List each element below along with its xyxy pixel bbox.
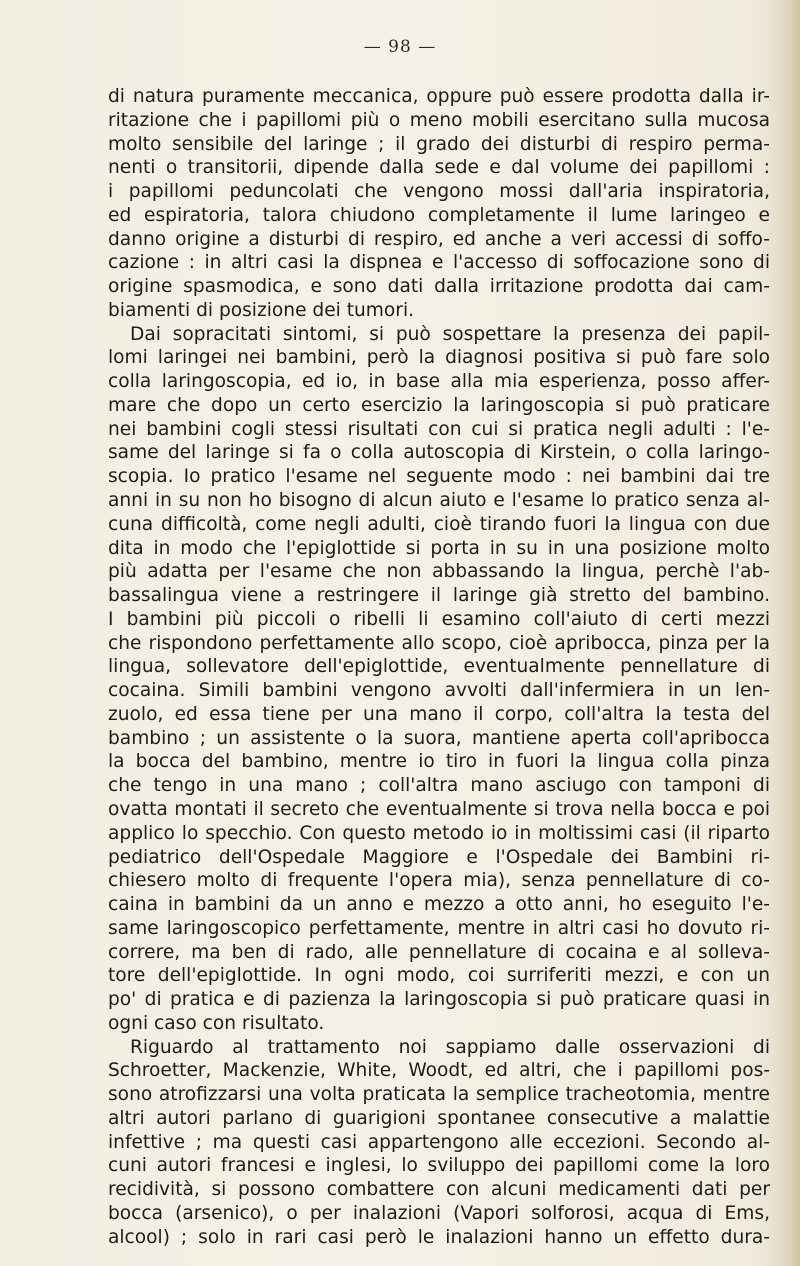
text-line: lingua, sollevatore dell'epiglottide, eventualmente pennellature di [108, 656, 770, 678]
text-line: che rispondono perfettamente allo scopo, cioè apribocca, pinza per la [108, 632, 770, 654]
text-line: ed espiratoria, talora chiudono completamente il lume laringeo e [108, 204, 770, 226]
text-line: la bocca del bambino, mentre io tiro in fuori la lingua colla pinza [108, 751, 770, 773]
text-line: pediatrico dell'Ospedale Maggiore e l'Ospedale dei Bambini ri- [108, 846, 770, 868]
text-line: lomi laringei nei bambini, però la diagnosi positiva si può fare solo [108, 347, 770, 369]
paragraph [108, 1036, 770, 1250]
text-line: ogni caso con risultato. [108, 1012, 325, 1034]
body-text [108, 85, 770, 1250]
text-line: bocca (arsenico), o per inalazioni (Vapori solforosi, acqua di Ems, [108, 1202, 770, 1224]
text-line: Dai sopracitati sintomi, si può sospettare la presenza dei papil- [130, 323, 770, 345]
text-line: origine spasmodica, e sono dati dalla irritazione prodotta dai cam- [108, 276, 770, 298]
text-line: ritazione che i papillomi più o meno mobili esercitano sulla mucosa [108, 109, 770, 131]
text-line: I bambini più piccoli o ribelli li esamino coll'aiuto di certi mezzi [108, 608, 770, 630]
text-line: cuna difficoltà, come negli adulti, cioè tirando fuori la lingua con due [108, 513, 770, 535]
page-number: — 98 — [363, 37, 437, 57]
text-line: alcool) ; solo in rari casi però le inalazioni hanno un effetto dura- [108, 1226, 770, 1248]
text-line: sono atrofizzarsi una volta praticata la semplice tracheotomia, mentre [108, 1084, 770, 1106]
text-line: bambino ; un assistente o la suora, mantiene aperta coll'apribocca [108, 727, 770, 749]
text-line: infettive ; ma questi casi appartengono alle eccezioni. Secondo al- [108, 1131, 770, 1153]
text-line: Riguardo al trattamento noi sappiamo dalle osservazioni di [130, 1036, 770, 1058]
text-line: correre, ma ben di rado, alle pennellature di cocaina e al solleva- [108, 941, 770, 963]
text-line: nenti o transitorii, dipende dalla sede e dal volume dei papillomi : [108, 157, 770, 179]
text-line: biamenti di posizione dei tumori. [108, 299, 415, 321]
text-line: same del laringe si fa o colla autoscopia di Kirstein, o colla laringo- [108, 442, 770, 464]
text-line: ovatta montati il secreto che eventualmente si trova nella bocca e poi [108, 798, 770, 820]
paragraph [108, 323, 770, 1036]
text-line: Schroetter, Mackenzie, White, Woodt, ed altri, che i papillomi pos- [108, 1060, 770, 1082]
text-line: nei bambini cogli stessi risultati con cui si pratica negli adulti : l'e- [108, 418, 770, 440]
text-line: recidività, si possono combattere con alcuni medicamenti dati per [108, 1179, 770, 1201]
text-line: danno origine a disturbi di respiro, ed anche a veri accessi di soffo- [108, 228, 770, 250]
text-line: colla laringoscopia, ed io, in base alla mia esperienza, posso affer- [108, 371, 770, 393]
page-edge-shadow [778, 0, 800, 1266]
text-line: mare che dopo un certo esercizio la laringoscopia si può praticare [108, 394, 770, 416]
text-line: chiesero molto di frequente l'opera mia), senza pennellature di co- [108, 870, 770, 892]
text-line: po' di pratica e di pazienza la laringoscopia si può praticare quasi in [108, 989, 770, 1011]
text-line: cuni autori francesi e inglesi, lo sviluppo dei papillomi come la loro [108, 1155, 770, 1177]
text-line: dita in modo che l'epiglottide si porta in su in una posizione molto [108, 537, 770, 559]
paragraph [108, 85, 770, 323]
text-line: same laringoscopico perfettamente, mentre in altri casi ho dovuto ri- [108, 917, 770, 939]
text-line: tore dell'epiglottide. In ogni modo, coi surriferiti mezzi, e con un [108, 965, 770, 987]
text-line: bassalingua viene a restringere il laringe già stretto del bambino. [108, 585, 770, 607]
text-line: più adatta per l'esame che non abbassando la lingua, perchè l'ab- [108, 561, 770, 583]
text-line: di natura puramente meccanica, oppure può essere prodotta dalla ir- [108, 86, 770, 107]
text-line: caina in bambini da un anno e mezzo a otto anni, ho eseguito l'e- [108, 894, 770, 916]
text-line: zuolo, ed essa tiene per una mano il corpo, coll'altra la testa del [108, 703, 770, 725]
text-line: applico lo specchio. Con questo metodo io in moltissimi casi (il riparto [108, 822, 770, 844]
text-line: i papillomi peduncolati che vengono mossi dall'aria inspiratoria, [108, 181, 770, 203]
text-line: cocaina. Simili bambini vengono avvolti dall'infermiera in un len- [108, 680, 770, 702]
text-line: che tengo in una mano ; coll'altra mano asciugo con tamponi di [108, 775, 770, 797]
text-line: altri autori parlano di guarigioni spontanee consecutive a malattie [108, 1107, 770, 1129]
text-line: molto sensibile del laringe ; il grado dei disturbi di respiro perma- [108, 133, 770, 155]
text-line: cazione : in altri casi la dispnea e l'accesso di soffocazione sono di [108, 252, 770, 274]
text-line: anni in su non ho bisogno di alcun aiuto e l'esame lo pratico senza al- [108, 490, 770, 512]
text-line: scopia. Io pratico l'esame nel seguente modo : nei bambini dai tre [108, 466, 770, 488]
